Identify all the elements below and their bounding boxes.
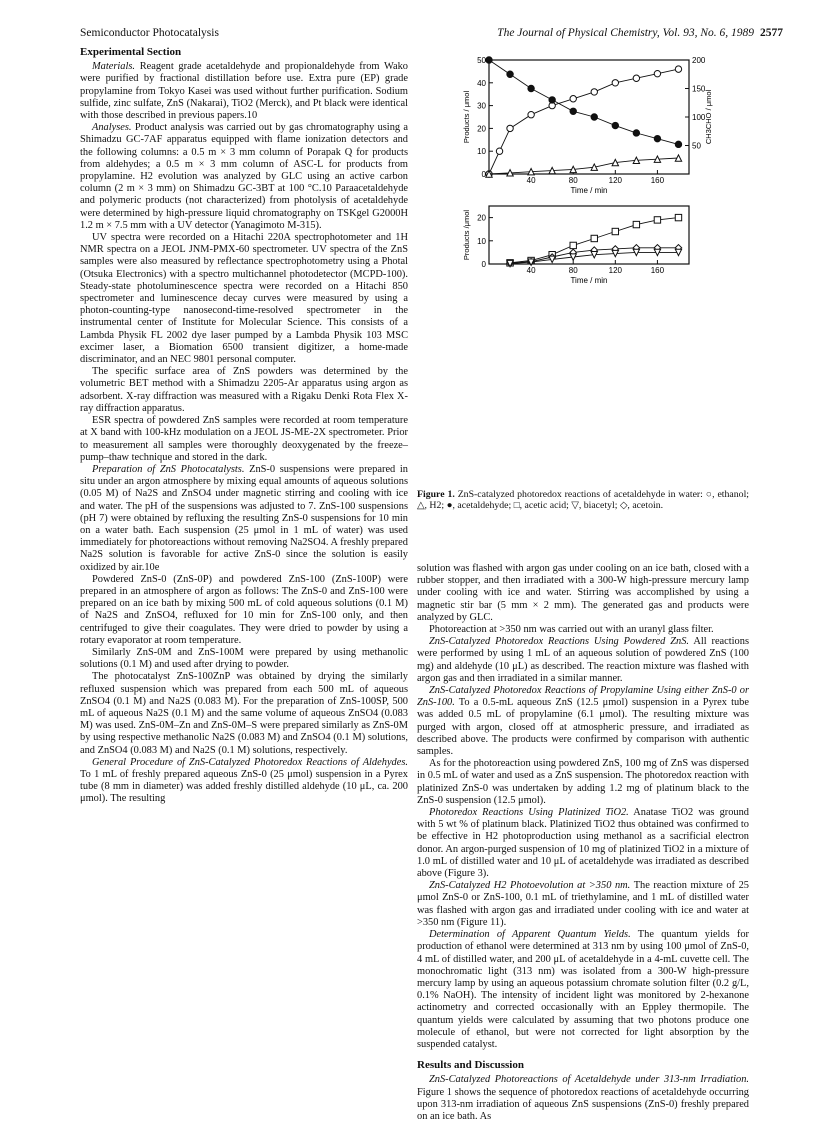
section-heading: Results and Discussion [417, 1059, 524, 1072]
top-series-2-point [633, 130, 639, 136]
top-series-2-point [507, 71, 513, 77]
top-x-tick-label: 80 [568, 176, 578, 185]
journal-citation [417, 27, 783, 39]
top-y2-tick-label: 200 [692, 56, 706, 65]
top-series-2-point [549, 97, 555, 103]
top-y-tick-label: 20 [477, 124, 486, 134]
paragraph-bet: The specific surface area of ZnS powders was determined by the volumetric BET method with a Shimadzu 2205-Ar apparatus using argon as adsorbent. X-ray diffraction was measured with a Rigaku Denki Rota Flex X-ray diffraction apparatus. [80, 366, 408, 414]
top-y-tick-label: 40 [477, 78, 486, 88]
paragraph-text: All reactions were performed by using 1 mL of an aqueous solution of powdered ZnS (100 mg) and aldehyde (10 μL) as described. The reaction mixture was flashed with argon gas and then irradiated in a similar manner. [417, 636, 749, 684]
top-series-0-point [675, 66, 681, 72]
top-series-2-point [570, 108, 576, 114]
paragraph-text: The quantum yields for production of ethanol were determined at 313 nm by using 100 μmol of ZnS-0, 4 mL of distilled water, and 200 μL of acetaldehyde in a 4-mL cuvette cell. The monochromatic light (313 nm) was isolated from a 300-W high-pressure mercury lamp by using an aqueous potassium chromate solution filter (0.2 g/L, 0.1% NaOH). The intensity of incident light was monitored by 2-hexanone actinometry and corrected occasionally with an Eppley thermopile. The quantum yields were calculated by assuming that two photons produce one molecule of ethanol, but were not corrected for light absorption by the suspended catalyst. [417, 929, 749, 1050]
paragraph-tio2 [417, 807, 749, 880]
paragraph-analyses [80, 122, 408, 232]
top-series-0-point [496, 148, 502, 154]
paragraph-text: Product analysis was carried out by gas chromatography using a Shimadzu GC-7AF apparatus equipped with flame ionization detectors and the following columns: a 0.5 m × 3 mm column of Porapak Q for products from aldehydes; a 0.5 m × 3 mm column of ASC-L for products from propylamine. H2 evolution was analyzed by GLC using an active carbon column (2 m × 3 mm) on Shimadzu GC-3BT at 100 °C.10 Paraacetaldehyde and polymeric products (not characterized) from photolysis of acetaldehyde were determined by high-pressure liquid chromatography on TSKgel G2000H 1.2 m × 7.5 mm with a UV detector (Yanagimoto M-315). [80, 122, 408, 231]
left-column [80, 46, 408, 806]
run-in-heading: ZnS-Catalyzed Photoredox Reactions Using Powdered ZnS. [429, 636, 690, 648]
bottom-x-tick-label: 80 [568, 266, 578, 275]
paragraph-text: To a 0.5-mL aqueous ZnS (12.5 μmol) suspension in a Pyrex tube was added 0.5 mL of propylamine (6.1 μmol). The resulting mixture was purged with argon, closed off at atmospheric pressure, and irradiated as described above. The products were confirmed by comparison with authentic samples. [417, 697, 749, 758]
run-in-heading: ZnS-Catalyzed Photoredox Reactions of Propylamine Using either ZnS-0 or ZnS-100. [417, 685, 749, 709]
figure-caption [417, 489, 749, 511]
paragraph-preparation [80, 464, 408, 574]
bottom-y-tick-label: 0 [481, 260, 486, 269]
top-series-0-point [528, 112, 534, 118]
run-in-heading: ZnS-Catalyzed Photoreactions of Acetaldehyde under 313-nm Irradiation. [429, 1074, 749, 1086]
top-y2-tick-label: 100 [692, 113, 706, 122]
paragraph-esr: ESR spectra of powdered ZnS samples were recorded at room temperature at X band with 100-kHz modulation on a JEOL JS-ME-2X spectrometer. Prior to measurement all samples were thoroughly deoxygenated by the freeze–pump–thaw technique and stored in the dark. [80, 415, 408, 463]
paragraph-text: ZnS-0 suspensions were prepared in situ under an argon atmosphere by mixing equal amounts of aqueous solutions (0.05 M) of Na2S and ZnSO4 under magnetic stirring and cooling with ice and water. The pH of the suspensions was adjusted to 7. ZnS-100 suspensions (pH 7) were obtained by refluxing the resulting ZnS-0 suspensions for 10 min on a water bath. Each suspension (25 μmol in 1 mL of water) was used immediately for photoreactions without removing Na2SO4. A freshly prepared Na2S solution is favorable for active ZnS-0 since the solution is easily oxidized by air.10e [80, 463, 408, 573]
bottom-y-tick-label: 10 [477, 236, 486, 246]
paragraph-text: The reaction mixture of 25 μmol ZnS-0 or ZnS-100, 0.1 mL of triethylamine, and 1 mL of distilled water was flashed with argon gas and irradiated under cooling with ice and water at >350 nm (Figure 11). [417, 880, 750, 928]
run-in-heading: Analyses. [92, 122, 132, 134]
top-y-axis-label: Products / μmol [462, 90, 471, 144]
bottom-series-0-point [654, 217, 660, 223]
paragraph-uv: UV spectra were recorded on a Hitachi 220A spectrophotometer and 1H NMR spectra on a JEOL JNM-PMX-60 spectrometer. UV spectra of the ZnS samples were also measured by reflectance spectrophotometry using a Photal (Otsuka Electronics) with a spectro multichannel photodetector (MCPD-100). Steady-state photoluminescence spectra were recorded on a Hitachi 850 spectrometer and luminescence decay curves were measured by using a photon-counting-type nanosecond-time-resolved spectrometer in the instrumental center of Institute for Molecular Science. This consists of a Lambda Physik FL 2002 dye laser pumped by a Lambda Physik 103 MSC excimer laser, a Biomation 6500 transient digitizer, a home-made discriminator, and an NEC 9801 personal computer. [80, 232, 408, 366]
top-series-0-point [591, 89, 597, 95]
page-number: 2577 [760, 27, 783, 39]
paragraph-350nm: Photoreaction at >350 nm was carried out with an uranyl glass filter. [429, 624, 714, 636]
top-y2-tick-label: 150 [692, 84, 706, 94]
right-column [417, 563, 749, 1123]
journal-name: The Journal of Physical Chemistry, Vol. 93, No. 6, 1989 [497, 27, 754, 39]
top-x-tick-label: 40 [526, 176, 536, 185]
top-series-2-line [489, 60, 679, 144]
top-series-2-point [528, 85, 534, 91]
bottom-x-axis-label: Time / min [570, 276, 608, 285]
figure-1 [417, 46, 749, 506]
paragraph-text: To 1 mL of freshly prepared aqueous ZnS-0 (25 μmol) suspension in a Pyrex tube (8 mm in diameter) was added freshly distilled aldehyde (10 μL, ca. 200 μmol). The resulting [80, 768, 408, 805]
top-series-2-point [675, 141, 681, 147]
top-series-0-line [489, 69, 679, 174]
paragraph-similar: Similarly ZnS-0M and ZnS-100M were prepared by using methanolic solutions (0.1 M) and used after drying to powder. [80, 646, 408, 671]
top-series-0-point [633, 75, 639, 81]
run-in-heading: ZnS-Catalyzed H2 Photoevolution at >350 nm. [429, 880, 631, 892]
top-y-tick-label: 10 [477, 147, 486, 157]
paragraph-as-for: As for the photoreaction using powdered ZnS, 100 mg of ZnS was dispersed in 0.5 mL of water and used as a ZnS suspension. The photoredox reaction with platinized ZnS-0 was undertaken by adding 1.2 mg of platinum black to the ZnS-0 suspension (12.5 μmol). [417, 758, 749, 806]
run-in-heading: General Procedure of ZnS-Catalyzed Photoredox Reactions of Aldehydes. [92, 756, 408, 768]
paragraph-general [80, 757, 408, 806]
top-series-2-point [654, 135, 660, 141]
top-series-0-point [570, 96, 576, 102]
paragraph-powdered: Powdered ZnS-0 (ZnS-0P) and powdered ZnS-100 (ZnS-100P) were prepared in an atmosphere of argon as follows: The ZnS-0 and ZnS-100 were prepared on an ice bath by mixing 500 mL of cold aqueous solutions (0.1 M) of Na2S and ZnSO4, refluxed for 10 min for ZnS-100 only, and then centrifuged to give their coagulates. They were dried to powder by using a rotary evaporator at room temperature. [80, 573, 408, 646]
top-y-tick-label: 50 [477, 56, 486, 65]
top-y2-tick-label: 50 [692, 141, 701, 151]
bottom-x-tick-label: 40 [526, 266, 536, 275]
top-series-0-point [507, 125, 513, 131]
paragraph-results [417, 1074, 749, 1123]
section-heading: Experimental Section [80, 46, 182, 58]
top-series-2-point [612, 122, 618, 128]
top-series-2-point [486, 57, 492, 63]
bottom-y-axis-label: Products /μmol [462, 209, 471, 261]
paragraph-continued: solution was flashed with argon gas under cooling on an ice bath, closed with a rubber stopper, and then irradiated with a 300-W high-pressure mercury lamp under cooling with ice and water. Stirring was accomplished by using a magnetic stir bar (5 mm × 2 mm). The generated gas and products were analyzed by GLC. [417, 563, 749, 623]
paragraph-text: Reagent grade acetaldehyde and propionaldehyde from Wako were purified by fractional distillation before use. Extra pure (EP) grade propylamine from Tokyo Kasei was used without further purification. Sodium sulfide, zinc sulfate, ZnS (Nakarai), TiO2 (Merck), and Pt black were identical with those described in previous papers.10 [80, 61, 408, 122]
run-in-heading: Materials. [92, 61, 136, 73]
top-y-tick-label: 30 [477, 101, 486, 111]
top-x-tick-label: 120 [608, 176, 622, 185]
run-in-heading: Photoredox Reactions Using Platinized TiO2. [429, 807, 629, 819]
paragraph-text: Figure 1 shows the sequence of photoredox reactions of acetaldehyde occurring upon 313-nm irradiation of aqueous ZnS suspensions (ZnS-0) freshly prepared on an ice bath. As [417, 1086, 749, 1122]
top-plot-frame [489, 60, 689, 174]
run-in-heading: Determination of Apparent Quantum Yields. [429, 929, 631, 941]
paragraph-h2 [417, 880, 749, 929]
caption-text: ZnS-catalyzed photoredox reactions of acetaldehyde in water: ○, ethanol; △, H2; ●, acetaldehyde; □, acetic acid; ▽, biacetyl; ◇, acetoin. [417, 489, 750, 512]
bottom-series-0-point [591, 235, 597, 241]
top-series-1-line [489, 158, 679, 174]
top-series-2-point [591, 114, 597, 120]
bottom-series-0-point [633, 221, 639, 227]
running-header: Semiconductor Photocatalysis [80, 27, 219, 39]
top-y2-axis-label: CH3CHO / μmol [704, 89, 713, 145]
top-y-tick-label: 0 [481, 170, 486, 179]
caption-label: Figure 1. [417, 489, 455, 500]
bottom-series-0-point [675, 214, 681, 220]
bottom-x-tick-label: 120 [608, 266, 622, 275]
bottom-y-tick-label: 20 [477, 213, 486, 223]
paragraph-text: Anatase TiO2 was ground with 5 wt % of platinum black. Platinized TiO2 thus obtained was confirmed to be effective in H2 photoproduction using methanol as a sacrificial electron donor. An argon-purged suspension of 10 mg of platinized TiO2 in a mixture of 1.0 mL of distilled water and 10 μL of acetaldehyde was irradiated as described above (Figure 3). [417, 807, 750, 880]
run-in-heading: Preparation of ZnS Photocatalysts. [92, 463, 245, 475]
paragraph-photocatalyst: The photocatalyst ZnS-100ZnP was obtained by drying the similarly refluxed suspension which was prepared from each 500 mL of aqueous ZnSO4 (0.1 M) and Na2S (0.083 M). For the preparation of ZnS-100SP, 500 mL of aqueous Na2S (0.1 M) and the same volume of aqueous ZnSO4 (0.083 M) was used. ZnS-0M–Zn and ZnS-0M–S were prepared similarly as ZnS-0M by using respective methanolic Na2S (0.083 M) and ZnSO4 (0.1 M) solutions, and ZnSO4 (0.083 M) and Na2S (0.1 M) solutions, respectively. [80, 671, 408, 756]
top-series-0-point [654, 70, 660, 76]
top-series-0-point [612, 80, 618, 86]
bottom-series-0-point [570, 242, 576, 248]
bottom-series-0-point [612, 228, 618, 234]
top-x-axis-label: Time / min [570, 186, 608, 195]
paragraph-quantum-yield [417, 929, 749, 1051]
top-x-tick-label: 160 [650, 176, 665, 185]
paragraph-powdered-zns [417, 636, 749, 685]
paragraph-propylamine [417, 685, 749, 758]
bottom-x-tick-label: 160 [650, 266, 665, 275]
figure-1-plots [417, 46, 749, 486]
paragraph-materials [80, 61, 408, 122]
